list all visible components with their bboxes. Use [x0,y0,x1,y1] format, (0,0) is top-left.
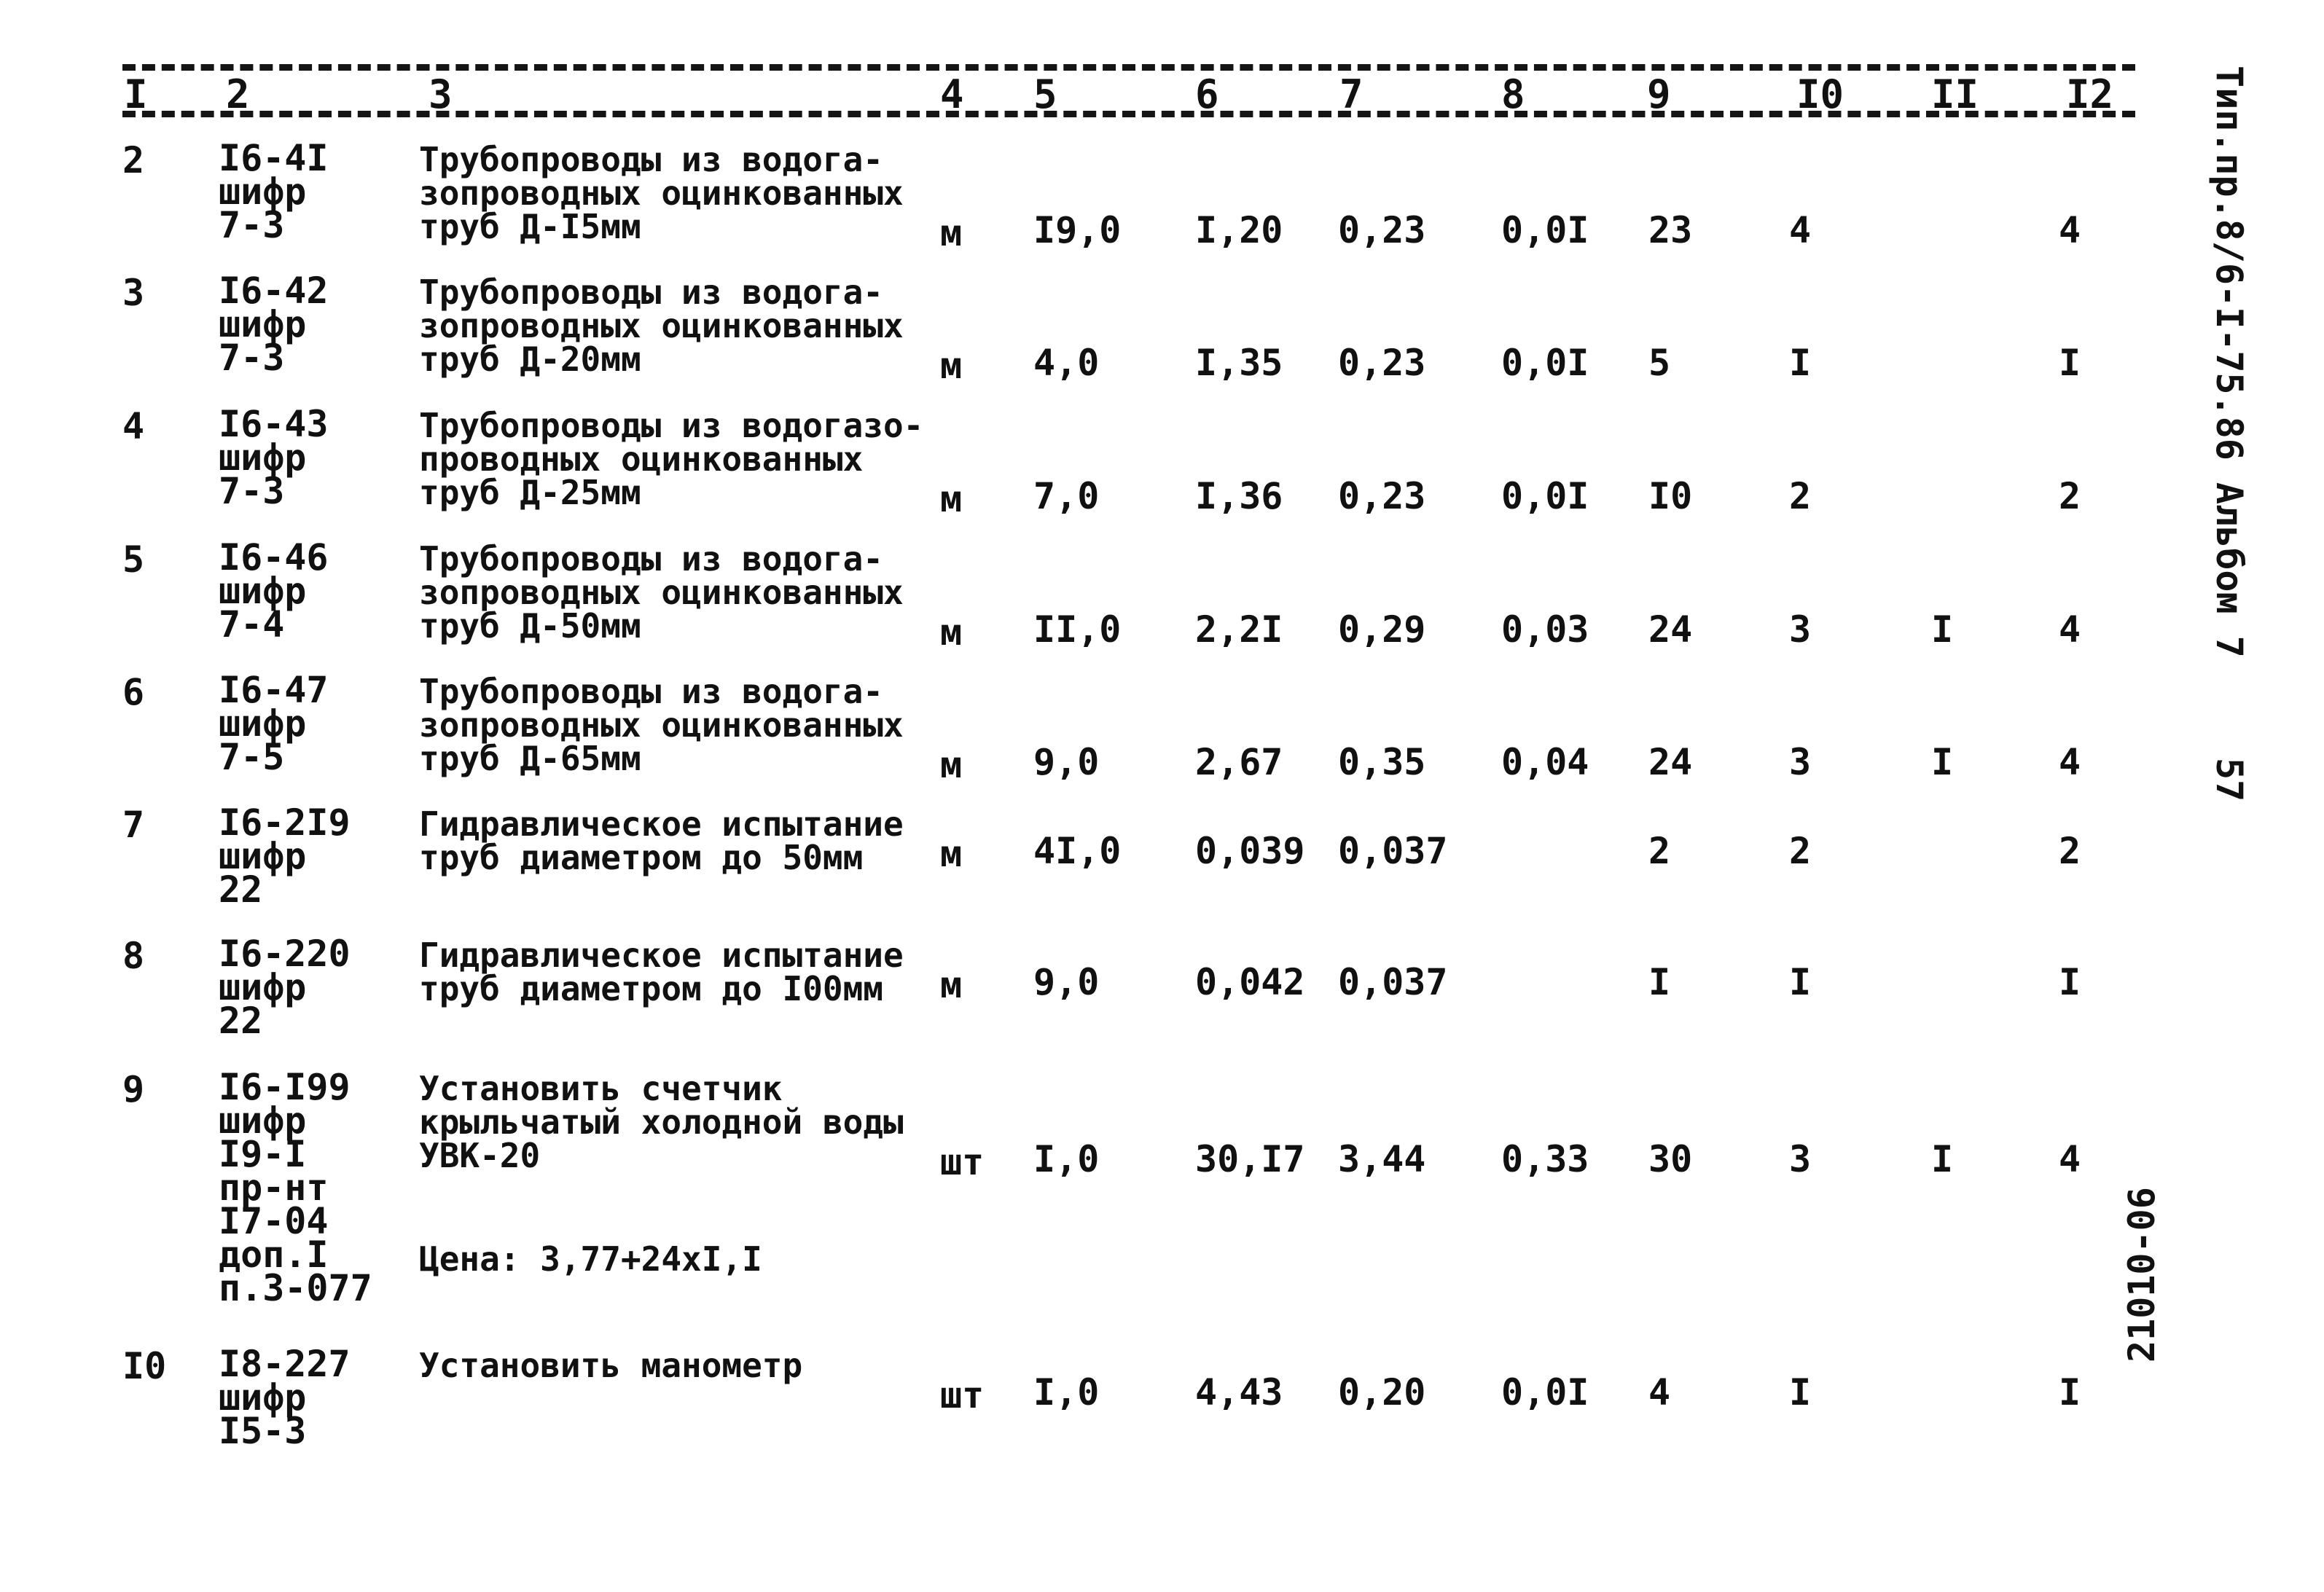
rate-code-line: шифр [219,1376,307,1419]
value-c6: I,36 [1195,475,1283,517]
description-line: труб Д-65мм [419,739,641,778]
row-number: 2 [122,139,145,181]
column-header-1: I [124,71,148,117]
rate-code-line: 7-3 [219,204,285,246]
value-c5: I9,0 [1033,209,1122,251]
rate-code-line: пр-нт [219,1166,329,1209]
rate-code-line: доп.I [219,1234,329,1276]
work-description [419,1346,803,1385]
value-c8: 0,04 [1501,741,1589,783]
value-c7: 0,35 [1338,741,1426,783]
rate-code [219,403,329,512]
value-c12: I [2059,961,2081,1003]
work-description [419,804,904,877]
rate-code [219,933,351,1042]
value-c8: 0,0I [1501,342,1589,384]
rate-code-line: I8-227 [219,1343,351,1385]
value-c5: II,0 [1033,608,1122,651]
value-c5: 4,0 [1033,342,1100,384]
value-c6: 30,I7 [1195,1138,1305,1180]
value-c5: 9,0 [1033,741,1100,783]
work-description [419,539,904,646]
value-c8: 0,33 [1501,1138,1589,1180]
rate-code-line: I9-I [219,1133,307,1175]
value-c9: 5 [1648,342,1671,384]
value-c6: 2,2I [1195,608,1283,651]
work-description [419,406,924,512]
unit: м [940,611,963,654]
value-c5: I,0 [1033,1138,1100,1180]
rate-code-line: шифр [219,702,307,745]
description-line: Трубопроводы из водога- [419,539,883,579]
description-line: проводных оцинкованных [419,439,864,479]
rate-code [219,801,351,911]
rate-code [219,137,329,246]
value-c6: 4,43 [1195,1371,1283,1413]
description-line: крыльчатый холодной воды [419,1102,904,1142]
rate-code-line: шифр [219,170,307,213]
value-c12: 2 [2059,830,2081,872]
description-line: труб Д-I5мм [419,207,641,246]
value-c6: 0,039 [1195,830,1305,872]
unit: шт [940,1374,985,1416]
unit: м [940,964,963,1006]
value-c11: I [1931,741,1954,783]
work-description [419,272,904,379]
rate-code-line: I6-I99 [219,1066,351,1108]
header-top-rule [122,64,2135,71]
rate-code-line: I6-2I9 [219,801,351,844]
value-c10: 2 [1789,475,1812,517]
column-header-9: 9 [1647,71,1671,117]
value-c10: I [1789,1371,1812,1413]
row-number: 8 [122,935,145,977]
rate-code [219,536,329,646]
description-line: Гидравлическое испытание [419,804,904,844]
rate-code-line: 22 [219,868,263,911]
value-c10: 4 [1789,209,1812,251]
value-c11: I [1931,1138,1954,1180]
description-line: Установить счетчик [419,1069,783,1108]
value-c9: I [1648,961,1671,1003]
value-c6: I,20 [1195,209,1283,251]
document-number: 21010-06 [2121,1187,2163,1362]
value-c9: 23 [1648,209,1693,251]
column-header-5: 5 [1033,71,1057,117]
description-line: труб Д-50мм [419,606,641,646]
column-header-11: II [1931,71,1979,117]
rate-code [219,1343,351,1452]
value-c10: 3 [1789,741,1812,783]
price-note: Цена: 3,77+24хI,I [419,1239,762,1279]
unit: шт [940,1141,985,1183]
value-c5: 9,0 [1033,961,1100,1003]
value-c7: 0,23 [1338,475,1426,517]
rate-code-line: I6-46 [219,536,329,579]
value-c7: 0,037 [1338,830,1448,872]
value-c5: I,0 [1033,1371,1100,1413]
value-c7: 0,29 [1338,608,1426,651]
rate-code-line: 7-3 [219,337,285,379]
column-header-12: I2 [2066,71,2114,117]
rate-code-line: шифр [219,1099,307,1142]
value-c8: 0,0I [1501,209,1589,251]
description-line: труб Д-20мм [419,340,641,379]
value-c12: I [2059,342,2081,384]
unit: м [940,212,963,254]
value-c12: I [2059,1371,2081,1413]
row-number: 7 [122,804,145,846]
row-number: I0 [122,1345,167,1387]
rate-code-line: I6-4I [219,137,329,179]
rate-code-line: I5-3 [219,1410,307,1452]
rate-code-line: 7-5 [219,736,285,778]
value-c11: I [1931,608,1954,651]
page-number: 57 [2208,758,2250,802]
value-c10: 3 [1789,608,1812,651]
column-header-4: 4 [940,71,964,117]
work-description [419,672,904,778]
rate-code-line: 7-3 [219,470,285,512]
value-c12: 2 [2059,475,2081,517]
unit: м [940,833,963,875]
rate-code [219,1066,372,1309]
rate-code-line: 22 [219,1000,263,1042]
row-number: 4 [122,405,145,447]
column-header-2: 2 [226,71,250,117]
row-number: 6 [122,671,145,713]
unit: м [940,744,963,786]
value-c9: 30 [1648,1138,1693,1180]
value-c5: 7,0 [1033,475,1100,517]
rate-code-line: шифр [219,303,307,345]
column-header-6: 6 [1195,71,1219,117]
value-c7: 0,23 [1338,209,1426,251]
work-description [419,1069,904,1175]
description-line: зопроводных оцинкованных [419,573,904,612]
description-line: труб диаметром до 50мм [419,838,864,877]
description-line: УВК-20 [419,1136,541,1175]
value-c9: I0 [1648,475,1693,517]
value-c12: 4 [2059,741,2081,783]
description-line: Трубопроводы из водогазо- [419,406,924,445]
description-line: Трубопроводы из водога- [419,672,883,711]
work-description [419,936,904,1008]
column-header-3: 3 [429,71,453,117]
album-reference: Тип.пр.8/6-I-75.86 Альбом 7 [2208,66,2250,658]
value-c8: 0,03 [1501,608,1589,651]
value-c6: I,35 [1195,342,1283,384]
row-number: 5 [122,538,145,581]
rate-code-line: п.3-077 [219,1267,372,1309]
rate-code-line: I6-47 [219,669,329,711]
value-c10: I [1789,961,1812,1003]
value-c12: 4 [2059,1138,2081,1180]
row-number: 9 [122,1068,145,1110]
rate-code [219,669,329,778]
value-c10: I [1789,342,1812,384]
rate-code-line: I6-43 [219,403,329,445]
description-line: зопроводных оцинкованных [419,173,904,213]
value-c8: 0,0I [1501,1371,1589,1413]
rate-code-line: шифр [219,835,307,877]
value-c8: 0,0I [1501,475,1589,517]
value-c5: 4I,0 [1033,830,1122,872]
value-c7: 0,23 [1338,342,1426,384]
value-c7: 0,20 [1338,1371,1426,1413]
work-description [419,140,904,246]
value-c6: 0,042 [1195,961,1305,1003]
column-header-10: I0 [1796,71,1844,117]
description-line: Гидравлическое испытание [419,936,904,975]
unit: м [940,345,963,387]
rate-code-line: шифр [219,966,307,1008]
value-c10: 2 [1789,830,1812,872]
value-c9: 4 [1648,1371,1671,1413]
unit: м [940,478,963,520]
rate-code-line: I6-220 [219,933,351,975]
description-line: Трубопроводы из водога- [419,140,883,179]
value-c9: 2 [1648,830,1671,872]
rate-code-line: I6-42 [219,270,329,312]
description-line: зопроводных оцинкованных [419,306,904,345]
rate-code [219,270,329,379]
rate-code-line: шифр [219,570,307,612]
value-c7: 3,44 [1338,1138,1426,1180]
rate-code-line: I7-04 [219,1200,329,1242]
rate-code-line: 7-4 [219,603,285,646]
row-number: 3 [122,272,145,314]
value-c9: 24 [1648,741,1693,783]
description-line: труб диаметром до I00мм [419,969,883,1008]
description-line: Установить манометр [419,1346,803,1385]
value-c9: 24 [1648,608,1693,651]
value-c7: 0,037 [1338,961,1448,1003]
value-c10: 3 [1789,1138,1812,1180]
description-line: труб Д-25мм [419,473,641,512]
rate-code-line: шифр [219,436,307,479]
column-header-7: 7 [1339,71,1364,117]
column-header-8: 8 [1501,71,1525,117]
value-c12: 4 [2059,608,2081,651]
description-line: Трубопроводы из водога- [419,272,883,312]
description-line: зопроводных оцинкованных [419,705,904,745]
value-c12: 4 [2059,209,2081,251]
value-c6: 2,67 [1195,741,1283,783]
